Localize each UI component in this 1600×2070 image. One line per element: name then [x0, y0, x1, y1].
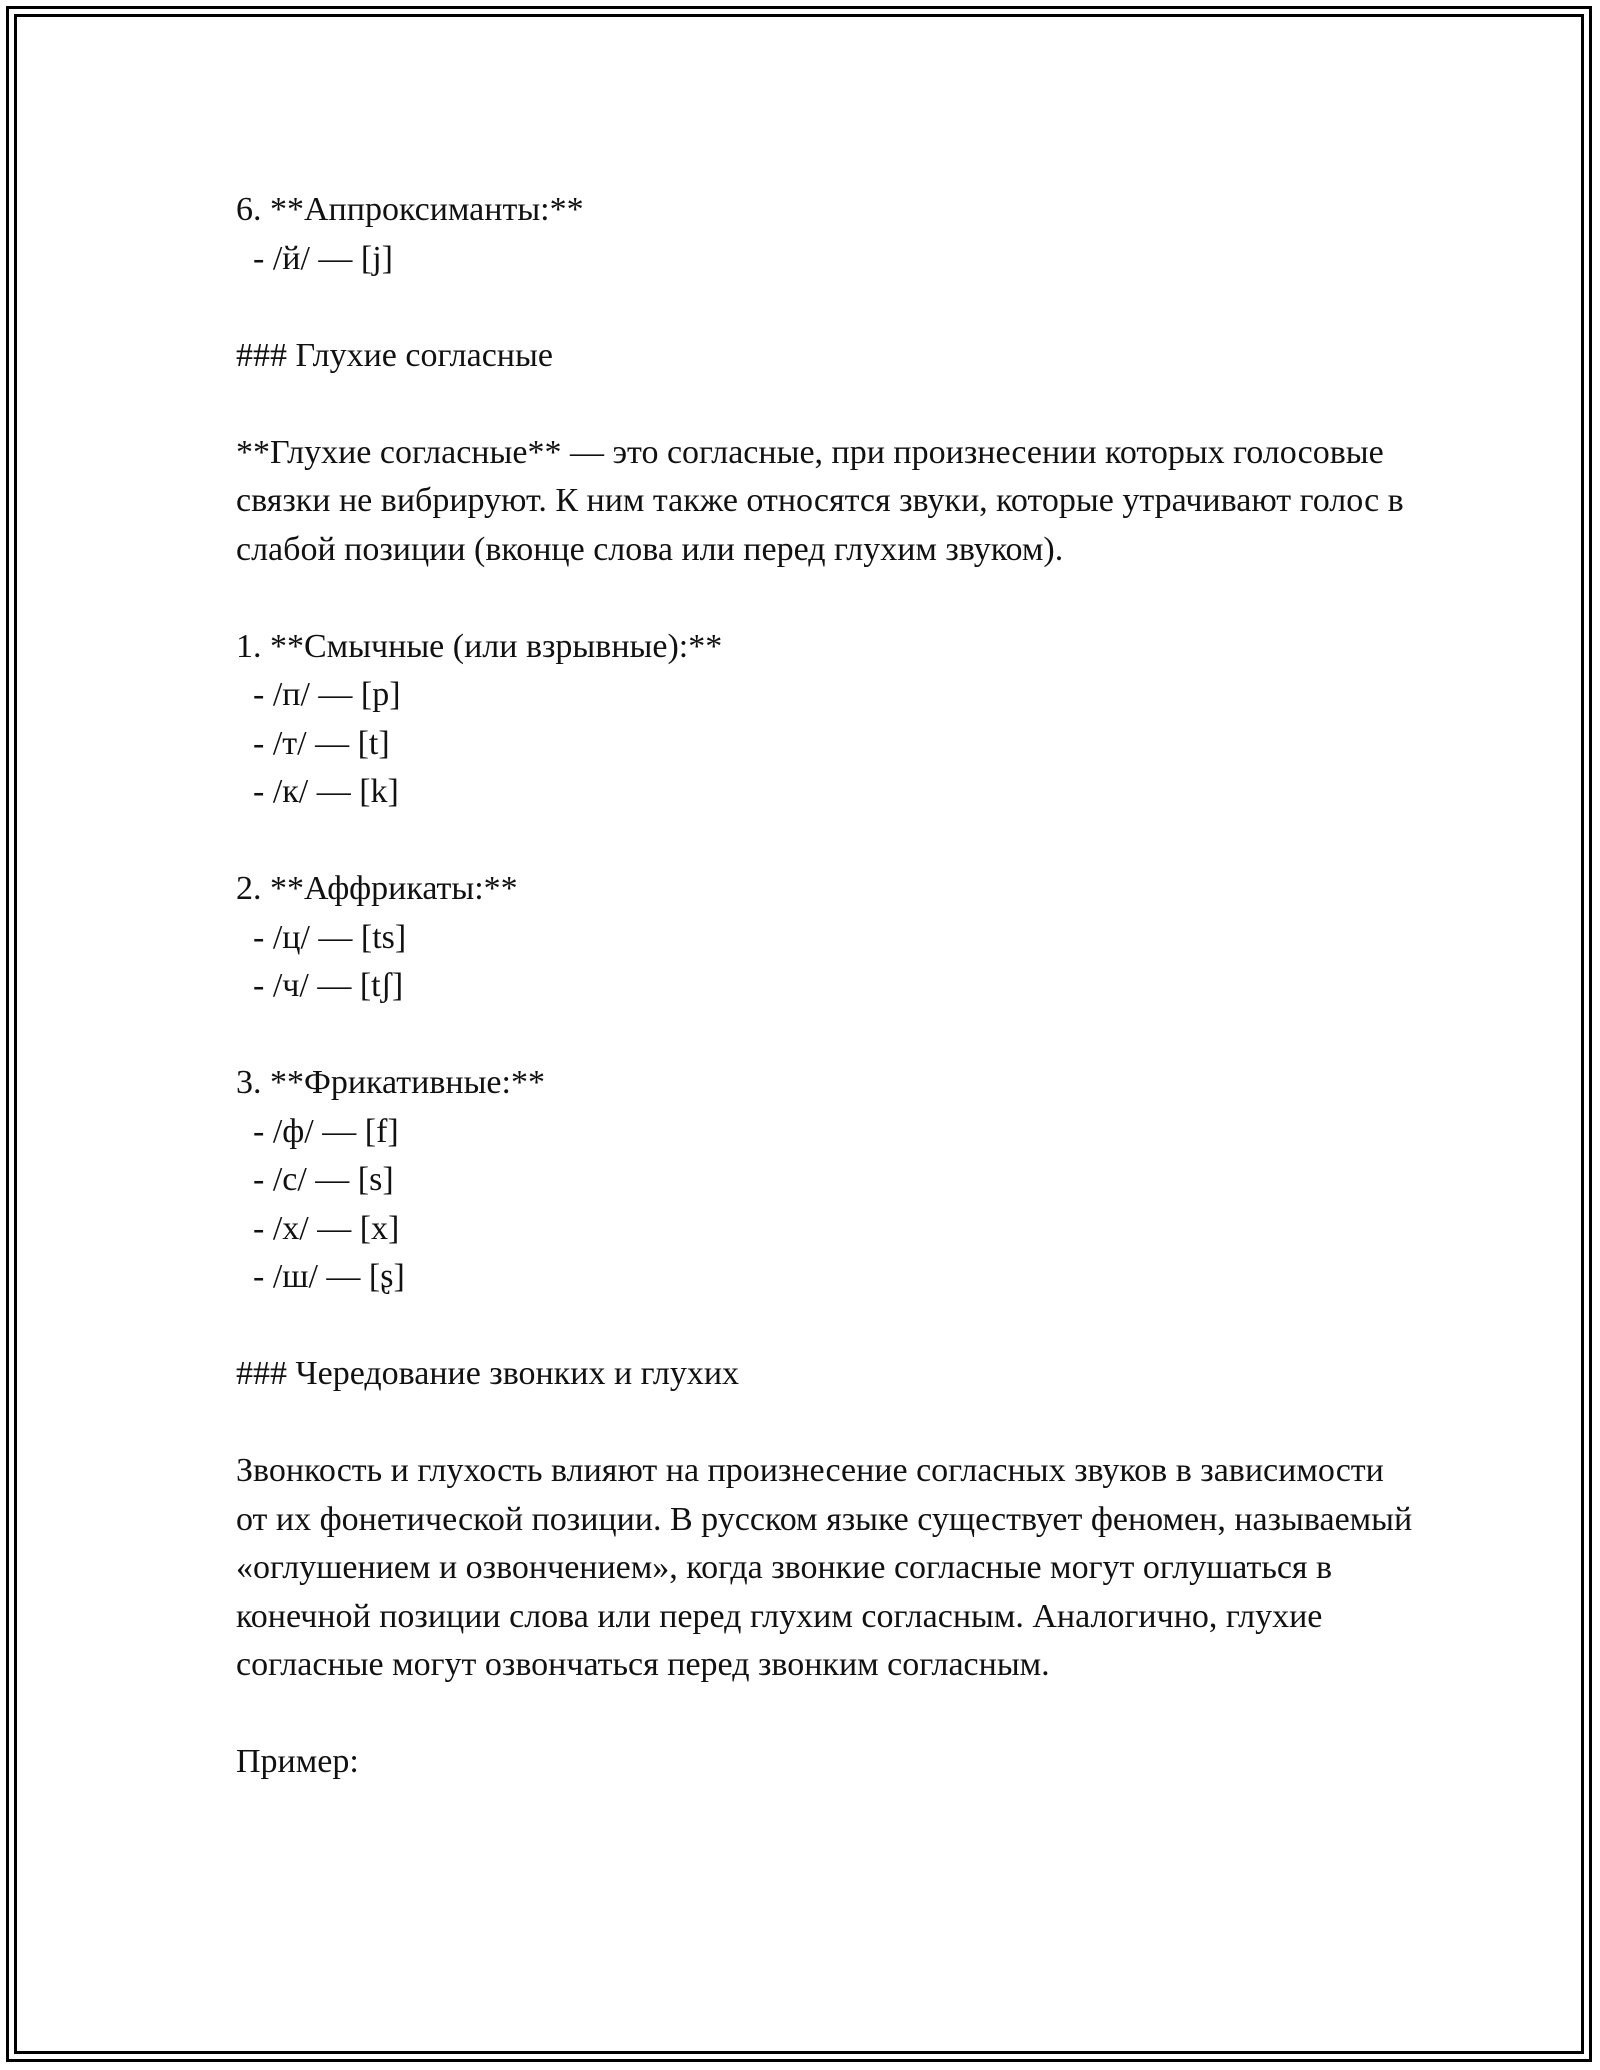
list-item: - /ч/ — [tʃ] — [236, 967, 404, 1004]
affricates-heading: 2. **Аффрикаты:** — [236, 870, 518, 907]
list-item: - /х/ — [x] — [236, 1209, 400, 1247]
list-item: - /й/ — [j] — [236, 239, 394, 277]
list-item: - /к/ — [k] — [236, 773, 399, 810]
alternation-paragraph: Звонкость и глухость влияют на произнесение согласных звуков в зависимости от их фонетической позиции. В русском языке существует феномен, называемый «оглушением и озвончением», когда звонкие согласные могут оглушаться в конечной позиции слова или перед глухим согласным. Аналогично, глухие согласные могут озвончаться перед звонким согласным. — [236, 1452, 1413, 1683]
stops-heading: 1. **Смычные (или взрывные):** — [236, 627, 723, 665]
blank-line — [236, 1302, 1416, 1351]
list-item: - /с/ — [s] — [236, 1161, 394, 1198]
list-item: - /ш/ — [ʂ] — [236, 1258, 405, 1295]
example-label: Пример: — [236, 1743, 359, 1780]
blank-line — [236, 1690, 1416, 1739]
blank-line — [236, 817, 1416, 866]
approximants-heading: 6. **Аппроксиманты:** — [236, 191, 584, 228]
blank-line — [236, 380, 1416, 429]
section-heading-voiceless: ### Глухие согласные — [236, 336, 553, 374]
list-item: - /ф/ — [f] — [236, 1112, 399, 1150]
list-item: - /т/ — [t] — [236, 724, 390, 762]
list-item: - /ц/ — [ts] — [236, 918, 407, 956]
blank-line — [236, 1011, 1416, 1060]
blank-line — [236, 574, 1416, 623]
blank-line — [236, 283, 1416, 332]
list-item: - /п/ — [p] — [236, 676, 401, 713]
voiceless-intro-paragraph: **Глухие согласные** — это согласные, при произнесении которых голосовые связки не вибрируют. К ним также относятся звуки, которые утрачивают голос в слабой позиции (вконце слова или перед глухим звуком). — [236, 433, 1404, 568]
blank-line — [236, 1399, 1416, 1448]
fricatives-heading: 3. **Фрикативные:** — [236, 1064, 545, 1101]
document-body — [236, 186, 1416, 1787]
section-heading-alternation: ### Чередование звонких и глухих — [236, 1355, 740, 1392]
